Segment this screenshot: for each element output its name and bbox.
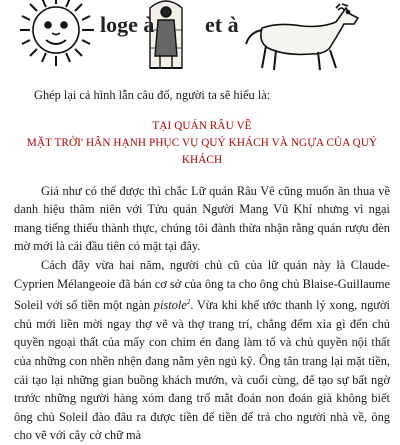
pistole-italic: pistole — [153, 298, 187, 313]
figure-icon — [150, 1, 182, 68]
rebus-word-loge: loge à — [100, 12, 155, 37]
intro-paragraph: Ghép lại cả hình lẫn câu đố, người ta sẽ hiểu là: — [34, 88, 271, 102]
rebus-illustration — [0, 0, 400, 76]
sun-icon — [20, 0, 94, 66]
sign-heading-line1: TẠI QUÁN RÂU VỀ — [152, 119, 252, 132]
paragraph-2-part-a: Cách đây vừa hai năm, người chủ cũ của lữ quán này là Claude-Cyprien Mélangeoie đã bán cơ sở của ông ta cho ông chủ Blaise-Guillaume Soleil với số tiền một ngàn — [14, 257, 390, 313]
body-text — [14, 86, 390, 445]
horse-icon — [246, 4, 358, 70]
paragraph-2 — [14, 256, 390, 445]
paragraph-1: Giá như có thể được thì chắc Lữ quán Râu Vê cũng muốn ăn thua về danh hiệu thâm niên với Tửu quán Người Mang Vũ Khí nhưng vì ngại mang tiếng thiếu thành thực, chúng tôi đành thừa nhận rằng quán rượu đèn mờ mới là cái đầu tiên có mặt tại đây. — [14, 183, 390, 254]
paragraph-2-part-b: . Vừa khi khế ước thanh lý xong, người chủ mới liền mời ngay thợ vẽ và thợ trang trí, chẳng đếm xỉa gì đến chủ quyền ngoại thất của mấy con chim én đang làm tổ và chủ quyền nội thất của những con nhền nhện đang nằm yên ngủ kỹ. Ông tân trang lại mặt tiền, cải tạo lại những gian buồng khách mướn, và cuối cùng, để tạo sự bất ngờ trước những người hàng xóm đang trố mắt đoán non đoán già không biết ông chủ Soleil đào đâu ra được tiền để tiền để trả cho người nhà về, ông cho vẽ với cây cờ chữ mà — [14, 298, 390, 443]
sign-heading-line2: MẶT TRỜI' HÂN HẠNH PHỤC VỤ QUÝ KHÁCH VÀ NGỰA CỦA QUÝ KHÁCH — [26, 136, 378, 166]
rebus-word-et: et à — [205, 12, 239, 37]
rebus-banner — [0, 0, 400, 76]
footnote-ref: 2 — [186, 298, 191, 307]
